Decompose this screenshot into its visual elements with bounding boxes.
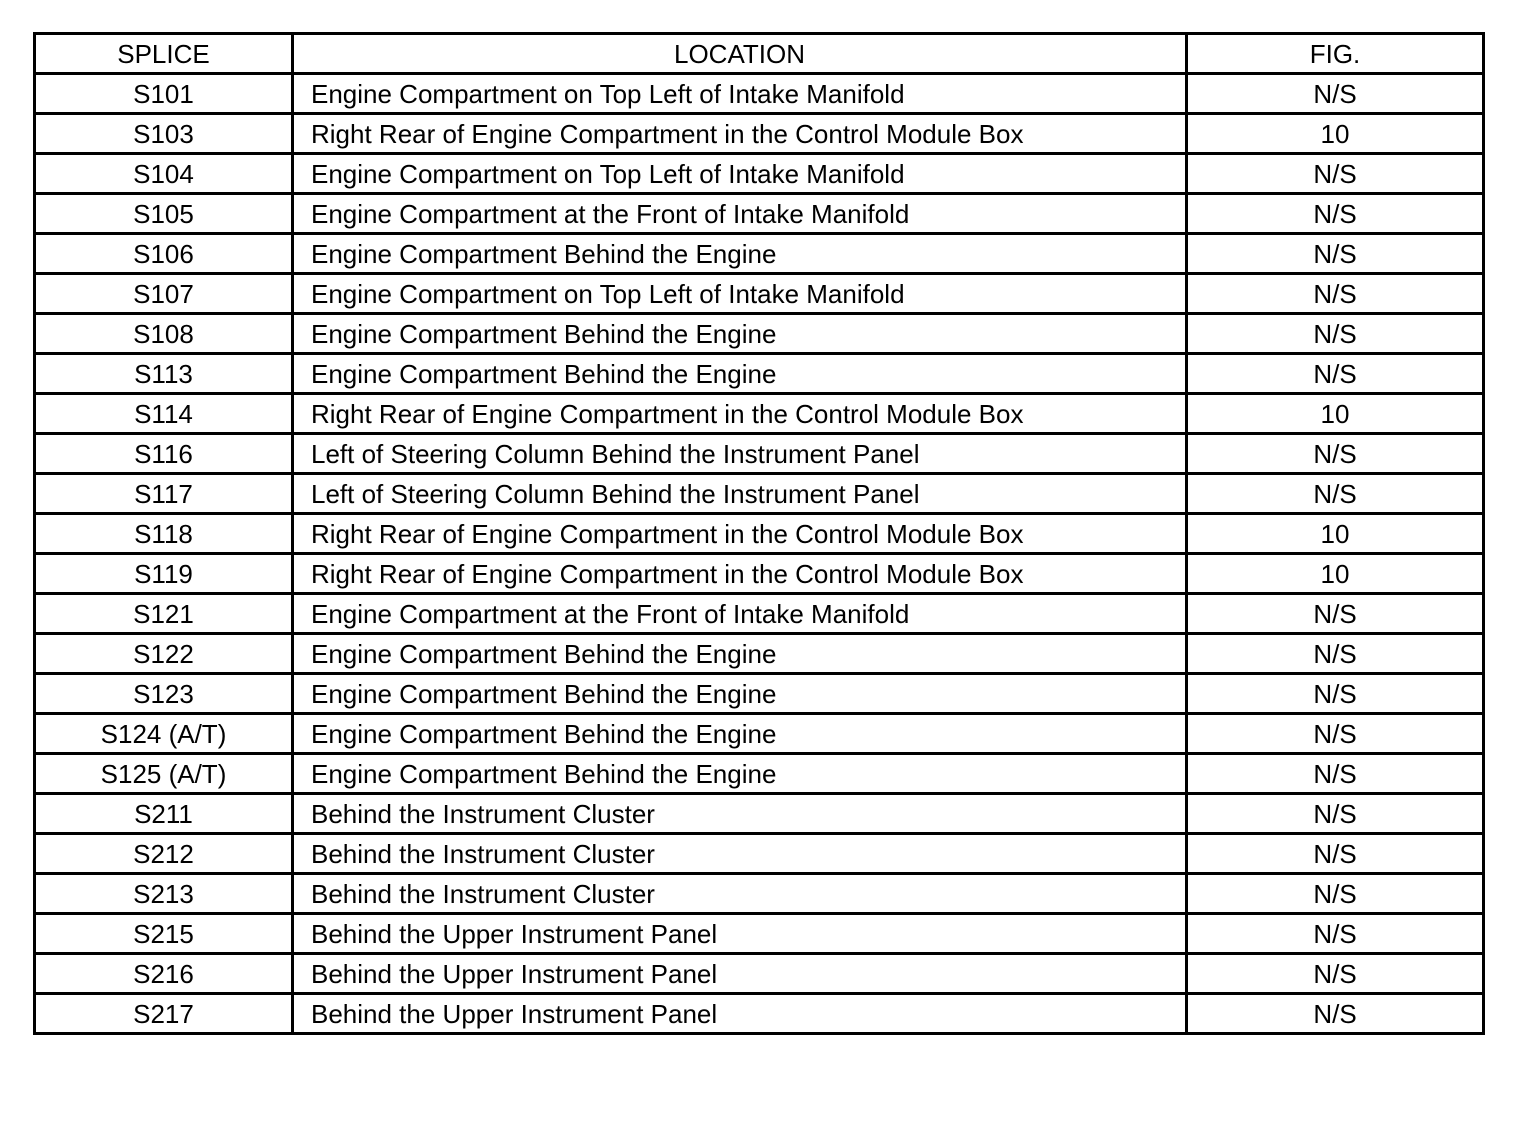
table-row xyxy=(35,274,1484,314)
splice-cell: S125 (A/T) xyxy=(35,754,293,794)
splice-cell: S212 xyxy=(35,834,293,874)
splice-cell: S215 xyxy=(35,914,293,954)
column-header-fig: FIG. xyxy=(1187,34,1484,74)
splice-cell: S217 xyxy=(35,994,293,1034)
location-cell: Right Rear of Engine Compartment in the Control Module Box xyxy=(293,114,1187,154)
location-cell: Engine Compartment Behind the Engine xyxy=(293,354,1187,394)
table-row xyxy=(35,514,1484,554)
location-cell: Right Rear of Engine Compartment in the Control Module Box xyxy=(293,514,1187,554)
table-row xyxy=(35,114,1484,154)
splice-cell: S211 xyxy=(35,794,293,834)
location-cell: Behind the Upper Instrument Panel xyxy=(293,954,1187,994)
table-row xyxy=(35,594,1484,634)
location-cell: Engine Compartment Behind the Engine xyxy=(293,754,1187,794)
splice-cell: S108 xyxy=(35,314,293,354)
splice-cell: S103 xyxy=(35,114,293,154)
table-header xyxy=(35,34,1484,74)
fig-cell: 10 xyxy=(1187,114,1484,154)
location-cell: Engine Compartment at the Front of Intake Manifold xyxy=(293,194,1187,234)
table-row xyxy=(35,954,1484,994)
splice-cell: S216 xyxy=(35,954,293,994)
fig-cell: N/S xyxy=(1187,674,1484,714)
table-row xyxy=(35,354,1484,394)
table-row xyxy=(35,194,1484,234)
location-cell: Behind the Instrument Cluster xyxy=(293,834,1187,874)
fig-cell: N/S xyxy=(1187,874,1484,914)
splice-cell: S107 xyxy=(35,274,293,314)
fig-cell: N/S xyxy=(1187,714,1484,754)
splice-cell: S213 xyxy=(35,874,293,914)
fig-cell: N/S xyxy=(1187,274,1484,314)
fig-cell: N/S xyxy=(1187,994,1484,1034)
table-row xyxy=(35,994,1484,1034)
splice-cell: S117 xyxy=(35,474,293,514)
fig-cell: N/S xyxy=(1187,474,1484,514)
fig-cell: N/S xyxy=(1187,354,1484,394)
splice-cell: S101 xyxy=(35,74,293,114)
fig-cell: 10 xyxy=(1187,514,1484,554)
location-cell: Engine Compartment on Top Left of Intake Manifold xyxy=(293,74,1187,114)
table-row xyxy=(35,674,1484,714)
fig-cell: N/S xyxy=(1187,154,1484,194)
fig-cell: 10 xyxy=(1187,554,1484,594)
table-row xyxy=(35,474,1484,514)
location-cell: Behind the Instrument Cluster xyxy=(293,874,1187,914)
table-row xyxy=(35,634,1484,674)
splice-cell: S105 xyxy=(35,194,293,234)
location-cell: Engine Compartment Behind the Engine xyxy=(293,234,1187,274)
fig-cell: N/S xyxy=(1187,754,1484,794)
fig-cell: N/S xyxy=(1187,914,1484,954)
location-cell: Behind the Upper Instrument Panel xyxy=(293,994,1187,1034)
fig-cell: N/S xyxy=(1187,314,1484,354)
splice-location-table xyxy=(33,32,1485,1035)
location-cell: Engine Compartment Behind the Engine xyxy=(293,714,1187,754)
splice-cell: S104 xyxy=(35,154,293,194)
fig-cell: N/S xyxy=(1187,634,1484,674)
splice-cell: S114 xyxy=(35,394,293,434)
location-cell: Right Rear of Engine Compartment in the Control Module Box xyxy=(293,554,1187,594)
location-cell: Left of Steering Column Behind the Instrument Panel xyxy=(293,434,1187,474)
fig-cell: N/S xyxy=(1187,954,1484,994)
table-row xyxy=(35,754,1484,794)
table-row xyxy=(35,234,1484,274)
table-row xyxy=(35,554,1484,594)
splice-cell: S116 xyxy=(35,434,293,474)
location-cell: Behind the Upper Instrument Panel xyxy=(293,914,1187,954)
splice-cell: S118 xyxy=(35,514,293,554)
table-row xyxy=(35,314,1484,354)
location-cell: Engine Compartment Behind the Engine xyxy=(293,634,1187,674)
splice-cell: S113 xyxy=(35,354,293,394)
table-row xyxy=(35,394,1484,434)
splice-cell: S123 xyxy=(35,674,293,714)
table-row xyxy=(35,834,1484,874)
splice-cell: S124 (A/T) xyxy=(35,714,293,754)
splice-cell: S119 xyxy=(35,554,293,594)
column-header-splice: SPLICE xyxy=(35,34,293,74)
location-cell: Engine Compartment at the Front of Intake Manifold xyxy=(293,594,1187,634)
fig-cell: N/S xyxy=(1187,194,1484,234)
column-header-location: LOCATION xyxy=(293,34,1187,74)
fig-cell: N/S xyxy=(1187,74,1484,114)
table-row xyxy=(35,914,1484,954)
table-body xyxy=(35,74,1484,1034)
fig-cell: N/S xyxy=(1187,434,1484,474)
location-cell: Behind the Instrument Cluster xyxy=(293,794,1187,834)
location-cell: Left of Steering Column Behind the Instrument Panel xyxy=(293,474,1187,514)
location-cell: Engine Compartment on Top Left of Intake Manifold xyxy=(293,154,1187,194)
table-row xyxy=(35,74,1484,114)
fig-cell: N/S xyxy=(1187,594,1484,634)
location-cell: Right Rear of Engine Compartment in the Control Module Box xyxy=(293,394,1187,434)
location-cell: Engine Compartment Behind the Engine xyxy=(293,314,1187,354)
fig-cell: 10 xyxy=(1187,394,1484,434)
location-cell: Engine Compartment on Top Left of Intake Manifold xyxy=(293,274,1187,314)
table-row xyxy=(35,794,1484,834)
splice-cell: S106 xyxy=(35,234,293,274)
location-cell: Engine Compartment Behind the Engine xyxy=(293,674,1187,714)
splice-cell: S122 xyxy=(35,634,293,674)
header-row xyxy=(35,34,1484,74)
fig-cell: N/S xyxy=(1187,834,1484,874)
table-row xyxy=(35,714,1484,754)
table-row xyxy=(35,874,1484,914)
fig-cell: N/S xyxy=(1187,794,1484,834)
table-row xyxy=(35,434,1484,474)
splice-cell: S121 xyxy=(35,594,293,634)
fig-cell: N/S xyxy=(1187,234,1484,274)
table-row xyxy=(35,154,1484,194)
